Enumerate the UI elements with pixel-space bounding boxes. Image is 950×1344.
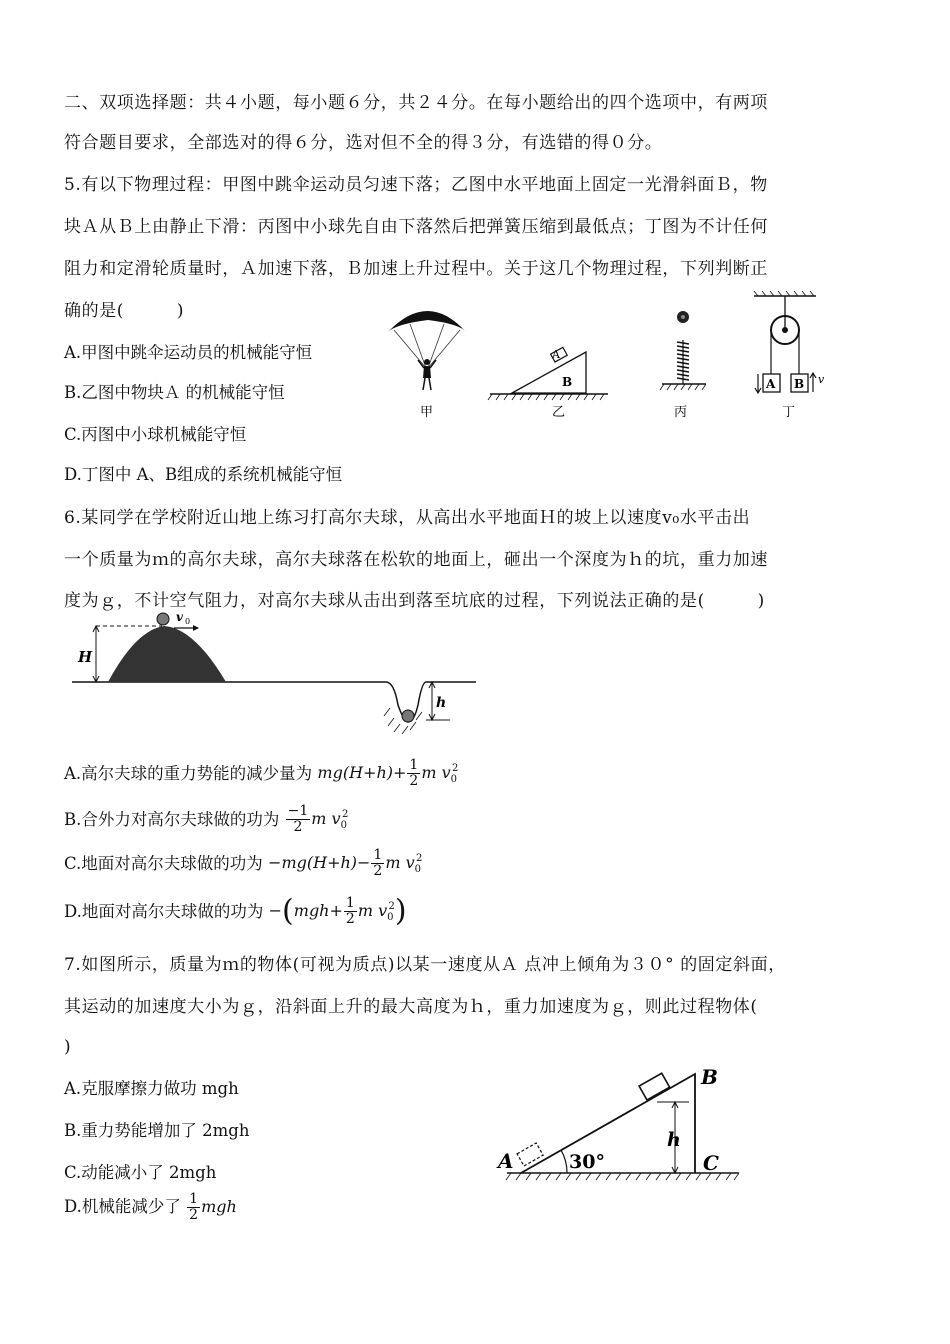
q6-stem-line-2: 一个质量为ｍ的高尔夫球，高尔夫球落在松软的地面上，砸出一个深度为ｈ的坑，重力加速	[64, 550, 768, 570]
section-header-line-1: 二、双项选择题：共４小题，每小题６分，共２４分。在每小题给出的四个选项中，有两项	[64, 93, 768, 113]
label-yi: 乙	[552, 405, 566, 420]
q7-option-d-text: D.机械能减少了	[64, 1197, 181, 1216]
q5-option-a: A.甲图中跳伞运动员的机械能守恒	[64, 343, 313, 362]
incline-figure	[488, 347, 608, 420]
label-jia: 甲	[420, 405, 434, 420]
label-angle: 30°	[569, 1151, 605, 1173]
label-pulley-b: B	[794, 377, 805, 391]
section-header-line-2: 符合题目要求，全部选对的得６分，选对但不全的得３分，有选错的得０分。	[64, 133, 663, 153]
q5-stem-line-4: 确的是( )	[64, 301, 185, 321]
q6-option-a-expr: mg(H+h)+ $\frac{1}{2}$ m $v_0^2$	[317, 757, 459, 789]
q7-stem-line-3: )	[64, 1037, 72, 1057]
q7-stem-line-2: 其运动的加速度大小为ｇ，沿斜面上升的最大高度为ｈ，重力加速度为ｇ，则此过程物体(	[64, 997, 758, 1017]
q5-stem-line-2: 块Ａ从Ｂ上由静止下滑：丙图中小球先自由下落然后把弹簧压缩到最低点；丁图为不计任何	[64, 217, 768, 237]
label-bing: 丙	[674, 405, 688, 420]
label-block-b: B	[562, 375, 573, 389]
q7-option-b: B.重力势能增加了 2mgh	[64, 1121, 250, 1140]
label-point-a: A	[498, 1149, 514, 1173]
q7-stem-line-1: 7.如图所示，质量为ｍ的物体(可视为质点)以某一速度从Ａ 点冲上倾角为３０° 的固定斜面，	[64, 955, 786, 975]
q6-option-d	[64, 893, 407, 929]
q5-option-b: B.乙图中物块Ａ 的机械能守恒	[64, 383, 285, 402]
q6-stem-line-1: 6.某同学在学校附近山地上练习打高尔夫球，从高出水平地面Ｈ的坡上以速度v₀水平击出	[64, 508, 751, 528]
label-pulley-a: A	[766, 377, 776, 391]
q7-option-d-expr: $\frac{1}{2}$ mgh	[189, 1191, 237, 1223]
label-h: h	[667, 1129, 681, 1151]
q6-option-d-text: D.地面对高尔夫球做的功为	[64, 902, 264, 921]
label-v0: v	[176, 610, 183, 624]
label-v: v	[818, 373, 825, 386]
label-point-c: C	[703, 1151, 719, 1175]
q5-option-d: D.丁图中 A、B组成的系统机械能守恒	[64, 465, 343, 484]
svg-text:0: 0	[185, 617, 191, 626]
q6-option-c-expr: −mg(H+h)− $\frac{1}{2}$ m $v_0^2$	[268, 847, 423, 879]
label-point-b: B	[701, 1065, 718, 1089]
q6-option-c	[64, 848, 422, 881]
q7-incline-figure	[495, 1062, 755, 1187]
q6-golf-figure	[66, 610, 486, 745]
label-H: H	[78, 648, 93, 666]
q6-option-c-text: C.地面对高尔夫球做的功为	[64, 854, 263, 873]
q7-option-a: A.克服摩擦力做功 mgh	[64, 1079, 239, 1098]
q5-stem-line-1: 5.有以下物理过程：甲图中跳伞运动员匀速下落；乙图中水平地面上固定一光滑斜面Ｂ，物	[64, 175, 768, 195]
q6-option-b	[64, 804, 348, 837]
spring-figure	[660, 311, 706, 420]
q5-option-c: C.丙图中小球机械能守恒	[64, 425, 247, 444]
q7-option-d	[64, 1192, 237, 1223]
q5-stem-line-3: 阻力和定滑轮质量时，Ａ加速下落，Ｂ加速上升过程中。关于这几个物理过程，下列判断正	[64, 259, 768, 279]
q6-option-b-expr: $\frac{-1}{2}$ m $v_0^2$	[287, 803, 349, 835]
q6-option-a	[64, 758, 458, 791]
q6-stem-line-3: 度为ｇ，不计空气阻力，对高尔夫球从击出到落至坑底的过程，下列说法正确的是( )	[64, 591, 765, 611]
q6-option-a-text: A.高尔夫球的重力势能的减少量为	[64, 764, 313, 783]
label-ding: 丁	[782, 405, 796, 420]
parachutist-figure	[388, 311, 466, 420]
label-block-a: A	[552, 348, 560, 361]
q6-option-b-text: B.合外力对高尔夫球做的功为	[64, 810, 280, 829]
pulley-figure	[754, 291, 825, 420]
q6-option-d-expr: −(mgh+ $\frac{1}{2}$ m $v_0^2$)	[268, 893, 407, 929]
q5-figure	[380, 290, 850, 425]
label-h: h	[436, 695, 447, 711]
q7-option-c: C.动能减小了 2mgh	[64, 1163, 217, 1182]
